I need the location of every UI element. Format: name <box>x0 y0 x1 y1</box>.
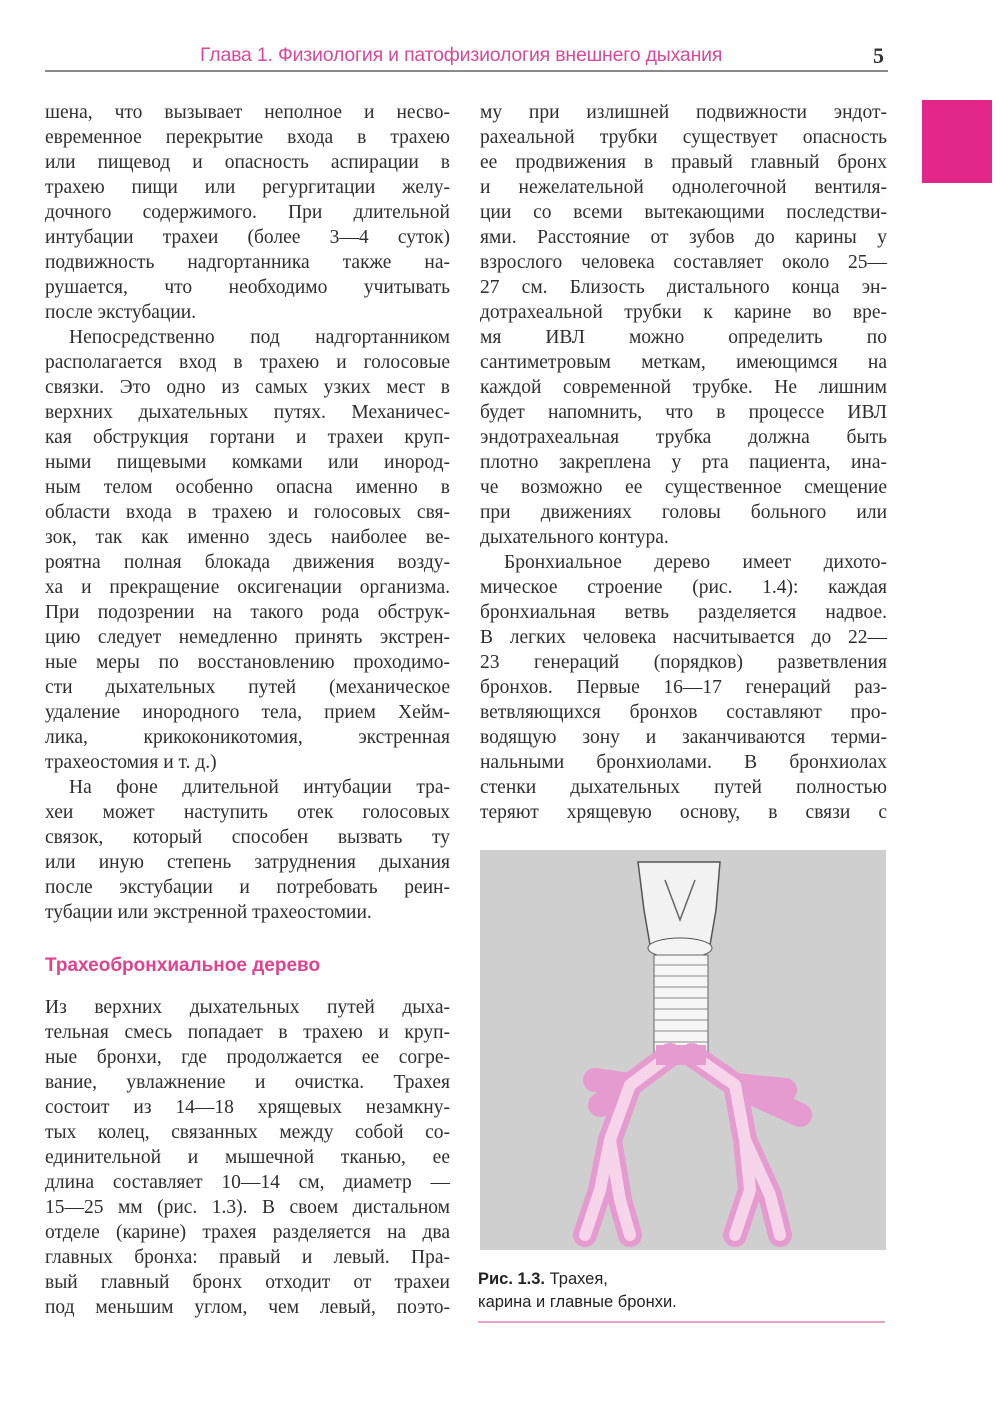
text-line: ные меры по восстановлению проходимо- <box>45 652 450 673</box>
section-heading: Трахеобронхиальное дерево <box>45 955 321 976</box>
text-line: му при излишней подвижности эндот- <box>480 102 887 123</box>
text-line: водящую зону и заканчиваются терми- <box>480 727 887 748</box>
text-line: области входа в трахею и голосовых свя- <box>45 502 450 523</box>
text-line: вание, увлажнение и очистка. Трахея <box>45 1072 450 1093</box>
text-line: 15—25 мм (рис. 1.3). В своем дистальном <box>45 1197 450 1218</box>
text-line: сантиметровым меткам, имеющимся на <box>480 352 887 373</box>
text-line: Из верхних дыхательных путей дыха- <box>45 997 450 1018</box>
text-line: тубации или экстренной трахеостомии. <box>45 902 372 923</box>
text-line: рушается, что необходимо учитывать <box>45 277 450 298</box>
text-line: Непосредственно под надгортанником <box>69 327 450 348</box>
text-line: дыхательного контура. <box>480 527 669 548</box>
paragraph <box>45 100 450 325</box>
text-line: будет напомнить, что в процессе ИВЛ <box>480 402 887 423</box>
text-line: нальными бронхиолами. В бронхиолах <box>480 752 887 773</box>
text-line: под меньшим углом, чем левый, поэто- <box>45 1297 450 1318</box>
text-line: верхних дыхательных путях. Механичес- <box>45 402 450 423</box>
text-line: тых колец, связанных между собой со- <box>45 1122 450 1143</box>
paragraph <box>45 325 450 775</box>
text-line: каждой современной трубке. Не лишним <box>480 377 887 398</box>
text-line: ветвляющихся бронхов составляют про- <box>480 702 887 723</box>
header-rule <box>45 70 888 72</box>
paragraph <box>45 995 450 1320</box>
text-line: и нежелательной однолегочной вентиля- <box>480 177 887 198</box>
text-line: эндотрахеальная трубка должна быть <box>480 427 887 448</box>
text-line: мическое строение (рис. 1.4): каждая <box>480 577 887 598</box>
text-line: удаление инородного тела, прием Хейм- <box>45 702 450 723</box>
text-line: хеи может наступить отек голосовых <box>45 802 450 823</box>
running-header: Глава 1. Физиология и патофизиология внешнего дыхания <box>200 44 723 66</box>
text-line: При подозрении на такого рода обструк- <box>45 602 450 623</box>
text-line: шена, что вызывает неполное и несво- <box>45 102 450 123</box>
text-line: ха и прекращение оксигенации организма. <box>45 577 450 598</box>
text-line: бронхиальная ветвь разделяется надвое. <box>480 602 887 623</box>
text-line: рахеальной трубки существует опасность <box>480 127 887 148</box>
trachea-bronchi-drawing <box>480 850 886 1250</box>
text-line: дочного содержимого. При длительной <box>45 202 450 223</box>
figure-caption <box>478 1268 677 1314</box>
paragraph <box>480 100 887 550</box>
text-line: 23 генераций (порядков) разветвления <box>480 652 887 673</box>
text-line: главных бронха: правый и левый. Пра- <box>45 1247 450 1268</box>
text-line: единительной и мышечной тканью, ее <box>45 1147 450 1168</box>
left-column-continued <box>45 995 450 1320</box>
text-line: после экстубации и потребовать реин- <box>45 877 450 898</box>
figure-trachea-illustration <box>480 850 886 1250</box>
text-line: кая обструкция гортани и трахеи круп- <box>45 427 450 448</box>
text-line: или пищевод и опасность аспирации в <box>45 152 450 173</box>
caption-line-2: карина и главные бронхи. <box>478 1293 677 1311</box>
text-line: ными пищевыми комками или инород- <box>45 452 450 473</box>
text-line: отделе (карине) трахея разделяется на два <box>45 1222 450 1243</box>
text-line: На фоне длительной интубации тра- <box>69 777 450 798</box>
text-line: теряют хрящевую основу, в связи с <box>480 802 887 823</box>
text-line: трахею пищи или регургитации желу- <box>45 177 450 198</box>
paragraph <box>480 550 887 825</box>
text-line: интубации трахеи (более 3—4 суток) <box>45 227 450 248</box>
text-line: длина составляет 10—14 см, диаметр — <box>45 1172 450 1193</box>
text-line: лика, крикоконикотомия, экстренная <box>45 727 450 748</box>
text-line: после экстубации. <box>45 302 197 323</box>
text-line: плотно закреплена у рта пациента, ина- <box>480 452 887 473</box>
text-line: подвижность надгортанника также на- <box>45 252 450 273</box>
text-line: 27 см. Близость дистального конца эн- <box>480 277 887 298</box>
text-line: взрослого человека составляет около 25— <box>480 252 887 273</box>
text-line: связок, который способен вызвать ту <box>45 827 450 848</box>
text-line: тельная смесь попадает в трахею и круп- <box>45 1022 450 1043</box>
text-line: евременное перекрытие входа в трахею <box>45 127 450 148</box>
text-line: дотрахеальной трубки к карине во вре- <box>480 302 887 323</box>
text-line: ции со всеми вытекающими последстви- <box>480 202 887 223</box>
text-line: ее продвижения в правый главный бронх <box>480 152 887 173</box>
text-line: вый главный бронх отходит от трахеи <box>45 1272 450 1293</box>
text-line: цию следует немедленно принять экстрен- <box>45 627 450 648</box>
text-line: ные бронхи, где продолжается ее согре- <box>45 1047 450 1068</box>
text-line: ями. Расстояние от зубов до карины у <box>480 227 887 248</box>
chapter-tab-marker <box>922 100 992 183</box>
text-line: бронхов. Первые 16—17 генераций раз- <box>480 677 887 698</box>
text-line: В легких человека насчитывается до 22— <box>480 627 887 648</box>
text-line: зок, так как именно здесь наиболее ве- <box>45 527 450 548</box>
right-column <box>480 100 887 825</box>
text-line: или иную степень затруднения дыхания <box>45 852 450 873</box>
text-line: при движениях головы больного или <box>480 502 887 523</box>
page-number: 5 <box>873 43 884 68</box>
caption-line-1: Трахея, <box>549 1270 608 1288</box>
paragraph <box>45 775 450 925</box>
caption-rule <box>478 1321 885 1323</box>
figure-label: Рис. 1.3. <box>478 1270 546 1288</box>
text-line: связки. Это одно из самых узких мест в <box>45 377 450 398</box>
text-line: роятна полная блокада движения возду- <box>45 552 450 573</box>
left-column <box>45 100 450 925</box>
text-line: состоит из 14—18 хрящевых незамкну- <box>45 1097 450 1118</box>
text-line: располагается вход в трахею и голосовые <box>45 352 450 373</box>
text-line: трахеостомия и т. д.) <box>45 752 217 773</box>
text-line: че возможно ее существенное смещение <box>480 477 887 498</box>
text-line: ным телом особенно опасна именно в <box>45 477 450 498</box>
text-line: мя ИВЛ можно определить по <box>480 327 887 348</box>
text-line: стенки дыхательных путей полностью <box>480 777 887 798</box>
text-line: сти дыхательных путей (механическое <box>45 677 450 698</box>
text-line: Бронхиальное дерево имеет дихото- <box>504 552 887 573</box>
